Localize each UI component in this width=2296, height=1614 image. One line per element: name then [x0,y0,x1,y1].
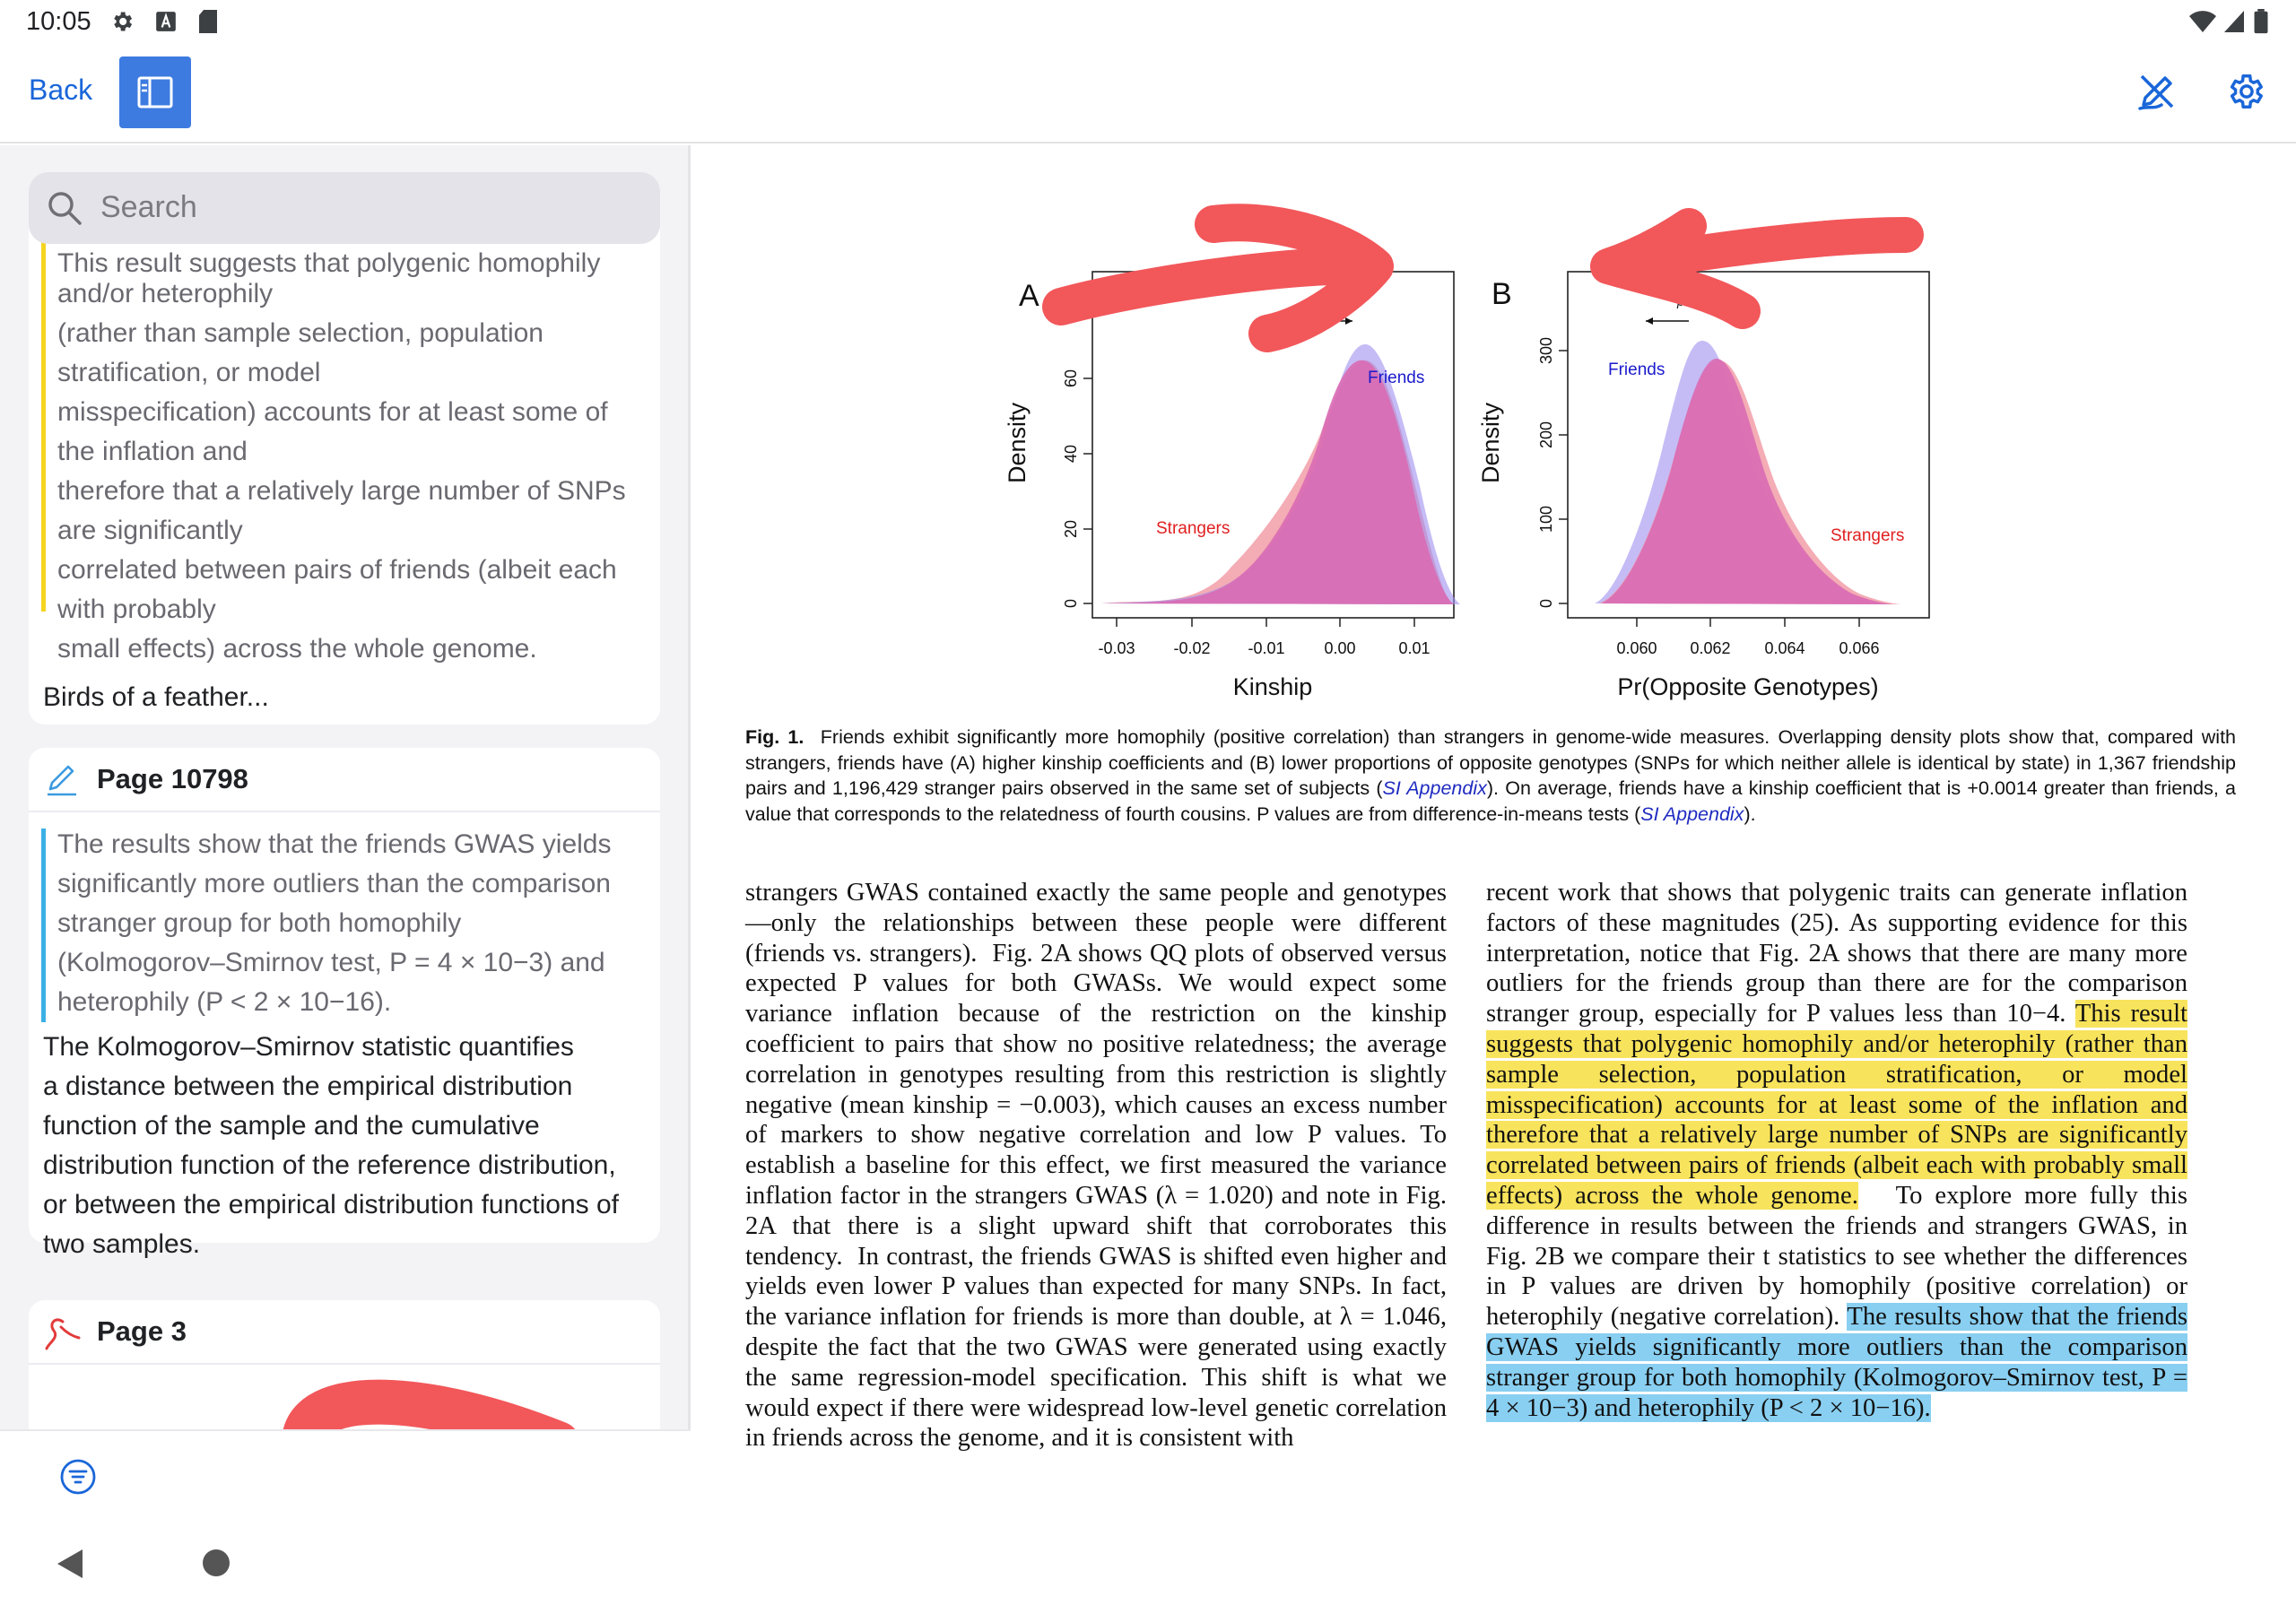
panel-b-pval: p [1677,294,1684,308]
y-tick-label: 0 [1537,598,1555,609]
panel-a-arrowhead [1345,317,1352,325]
x-tick-label: 0.060 [1616,639,1657,657]
panel-b-ylabel: Density [1477,402,1504,484]
note-comment: The Kolmogorov–Smirnov statistic quantifies a distance between the empirical distribution function of the sample and the cumulative distribution function of the reference distribution, or between the empirical distribution functions of two samples. [43,1032,620,1259]
panel-a-xlabel: Kinship [1232,673,1313,700]
y-tick-label: 100 [1537,505,1555,534]
sd-card-icon [197,9,219,34]
ink-arrow-a [1061,222,1375,334]
battery-icon [2253,9,2269,34]
annotations-sidebar[interactable] [0,145,691,1519]
scribble-icon [43,1315,81,1350]
panel-a-pval-base: 10 [1339,293,1353,308]
y-tick-label: 40 [1062,444,1080,464]
back-button[interactable]: Back [29,74,93,106]
x-tick-label: -0.01 [1248,639,1285,657]
highlight-text: and/or heterophily (rather than sample selection, population stratification, or model misspecification) accounts for at least some of the inflation and therefore that a relatively large number of SNPs are significantly correlated between pairs of friends (albeit each with probably small effects) across the whole genome. [57,279,626,664]
search-input[interactable] [29,172,660,244]
card-page-title: Page 3 [97,1315,187,1347]
search-placeholder: Search [100,190,197,224]
panel-b-strangers-label: Strangers [1831,526,1905,545]
home-circle-icon[interactable] [201,1548,231,1578]
highlight-text: The results show that the friends GWAS yields significantly more outliers than the comparison stranger group for both homophily (Kolmogorov–Smirnov test, P = 4 × 10−3) and heterophily (P < 2 × 10−16). [57,829,612,1017]
yellow-highlight[interactable]: This result suggests that polygenic homophily and/or heterophily (rather than sample selection, population stratification, or model misspecification) accounts for at least some of the inflation and therefore that a relatively large number of SNPs are significantly correlated between pairs of friends (albeit each with probably small effects) across the whole genome. [1486,1000,2187,1210]
paragraph-text: To explore more fully this difference in results between the friends and strangers GWAS, in Fig. 2B we compare their t statistics to see whether the differences in P values are driven by homophily (positive correlation) or heterophily (negative correlation). [1486,1181,2187,1332]
x-tick-label: 0.064 [1764,639,1805,657]
x-tick-label: 0.01 [1398,639,1431,657]
panel-b-letter: B [1492,277,1512,311]
figure-1 [693,145,2296,719]
caption-label: Fig. 1. [745,726,804,748]
wifi-icon [2188,9,2217,34]
panel-a-overlap [1115,360,1454,604]
panel-a-friends-label: Friends [1368,369,1425,387]
highlight-bar [41,829,46,1022]
si-appendix-link[interactable]: SI Appendix [1382,777,1487,799]
settings-gear-icon[interactable] [2224,71,2266,112]
note-comment: Birds of a feather... [43,682,269,712]
system-navigation-bar [0,1519,2296,1614]
y-tick-label: 300 [1537,336,1555,365]
app-bar [0,45,2296,143]
y-tick-label: 0 [1062,598,1080,609]
sidebar-bottom-bar [0,1429,691,1519]
gear-icon [109,9,135,34]
panel-b-xlabel: Pr(Opposite Genotypes) [1617,673,1879,700]
caption-text-1: Friends exhibit significantly more homophily (positive correlation) than strangers in genome-wide measures. Overlapping density plots show that, compared with strangers, friends have (A) higher kinship coefficients and (B) lower proportions of opposite genotypes (SNPs for which neither allele is identical by state) in 1,367 friendship pairs and 1,196,429 stranger pairs observed in the same set of subjects ( [745,726,2237,799]
text-column-right [1486,878,2187,1423]
a-badge-icon [154,9,178,34]
panel-b-arrowhead [1646,317,1653,325]
x-tick-label: 0.066 [1839,639,1880,657]
si-appendix-link[interactable]: SI Appendix [1640,803,1744,825]
caption-text-2: ). On average, friends have a kinship coefficient that is +0.0014 greater than friends, a value that corresponds to the relatedness of fourth cousins. P values are from difference-in-means tests ( [745,777,2236,825]
filter-icon[interactable] [59,1458,97,1496]
caption-text-3: ). [1744,803,1756,825]
annotation-card[interactable] [29,208,660,725]
text-column-left: strangers GWAS contained exactly the same people and genotypes—only the relationships between these people were different (friends vs. strangers). Fig. 2A shows QQ plots of observed versus expected P values for both GWASs. We would expect some variance inflation because of the restriction on the kinship coefficient to pairs that show no positive relatedness; the average correlation in genotypes resulting from this restriction is slightly negative (mean kinship = −0.003), which causes an excess number of markers to show negative correlation and low P values. To establish a baseline for this effect, we first measured the variance inflation factor in the strangers GWAS (λ = 1.020) and note in Fig. 2A that there is a slight upward shift that corroborates this tendency. In contrast, the friends GWAS is shifted even higher and yields even lower P values than expected for many SNPs. In fact, the variance inflation for friends is more than double, at λ = 1.046, despite the fact that the two GWAS were generated using exactly the same regression-model specification. This shift is what we would expect if there were widespread low-level genetic correlation in friends across the genome, and it is consistent with [745,879,1447,1453]
annotation-card[interactable] [29,748,660,1259]
pencil-icon [45,762,79,796]
cut-off-line: This result suggests that polygenic homophily [57,248,601,278]
panel-b-friends-label: Friends [1608,360,1665,379]
search-icon [45,188,84,228]
x-tick-label: -0.03 [1098,639,1135,657]
card-header [29,748,660,812]
y-tick-label: 200 [1537,421,1555,449]
panel-a-letter: A [1019,279,1039,313]
highlight-bar [41,208,46,612]
ink-arrow-b [1608,226,1906,311]
x-tick-label: 0.00 [1324,639,1356,657]
signal-icon [2222,9,2246,34]
status-bar [0,0,2296,45]
y-tick-label: 60 [1062,369,1080,388]
x-tick-label: 0.062 [1690,639,1731,657]
annotate-pen-icon[interactable] [2136,71,2178,112]
status-time: 10:05 [26,7,91,36]
blue-highlight[interactable]: The results show that the friends GWAS yields significantly more outliers than the comparison stranger group for both homophily (Kolmogorov–Smirnov test, P = 4 × 10−3) and heterophily (P < 2 × 10−16). [1486,1303,2188,1422]
card-header [29,1300,660,1365]
pdf-page-view[interactable] [693,145,2296,1519]
panel-a-strangers-label: Strangers [1156,519,1231,538]
panel-b-overlap [1601,359,1895,604]
sidebar-panel-icon [137,76,173,108]
panel-a-pval-exp: −16 [1353,291,1370,301]
figure-caption [745,725,2236,827]
panel-a-ylabel: Density [1004,402,1031,484]
back-triangle-icon[interactable] [54,1546,86,1582]
paragraph-text: recent work that shows that polygenic traits can generate inflation factors of these magnitudes (25). As supporting evidence for this interpretation, notice that Fig. 2A shows that there are many more outliers for the friends group than there are for the comparison stranger group, especially for P values less than 10−4. [1486,879,2187,1028]
x-tick-label: -0.02 [1173,639,1211,657]
card-page-title: Page 10798 [97,763,248,794]
y-tick-label: 20 [1062,519,1080,539]
sidebar-toggle-button[interactable] [119,56,191,128]
